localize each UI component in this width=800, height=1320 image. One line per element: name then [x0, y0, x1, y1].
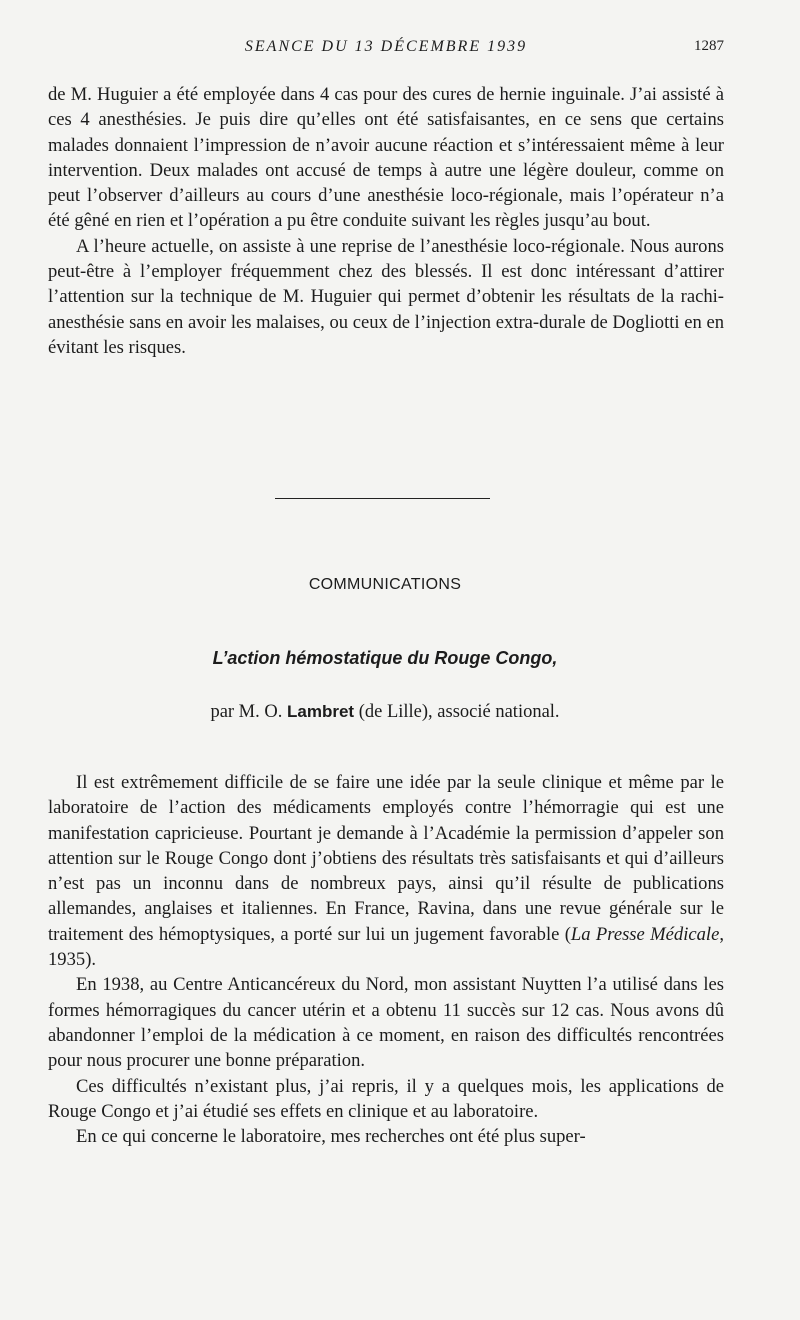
article-body — [48, 770, 724, 1149]
continued-text-block — [48, 82, 724, 360]
section-heading: COMMUNICATIONS — [308, 576, 462, 593]
byline-prefix: par M. O. — [210, 702, 283, 722]
paragraph: A l’heure actuelle, on assiste à une reprise de l’anesthésie loco-régionale. Nous aurons peut-être à l’employer fréquemment chez des blessés. Il est donc intéressant d’attirer l’attention sur la technique de M. Huguier qui permet d’obtenir les résultats de la rachi-anesthésie sans en avoir les malaises, ou ceux de l’injection extra-durale de Dogliotti en en évitant les risques. — [48, 235, 724, 358]
paragraph: En 1938, au Centre Anticancéreux du Nord, mon assistant Nuytten l’a utilisé dans les formes hémorragiques du cancer utérin et a obtenu 11 succès sur 12 cas. Nous avons dû abandonner l’emploi de la médication à ce moment, en raison des difficultés rencontrées pour nous procurer une bonne préparation. — [48, 974, 724, 1072]
byline — [0, 702, 770, 723]
section-divider — [275, 498, 490, 499]
article-title: L’action hémostatique du Rouge Congo, — [212, 648, 558, 668]
running-header — [48, 38, 724, 62]
journal-citation: La Presse Médicale — [570, 923, 720, 945]
paragraph: Ces difficultés n’existant plus, j’ai repris, il y a quelques mois, les applications de Rouge Congo et j’ai étudié ses effets en clinique et au laboratoire. — [48, 1075, 724, 1122]
paragraph: de M. Huguier a été employée dans 4 cas pour des cures de hernie inguinale. J’ai assisté à ces 4 anesthésies. Je puis dire qu’elles ont été satisfaisantes, en ce sens que certains malades donnaient l’impression de n’avoir aucune réaction et s’intéressaient même à leur intervention. Deux malades ont accusé de temps à autre une légère douleur, comme on peut l’observer d’ailleurs au cours d’une anesthésie loco-régionale, mais l’opérateur n’a été gêné en rien et l’opération a pu être conduite suivant les règles jusqu’au bout. — [48, 84, 724, 232]
byline-suffix: (de Lille), associé national. — [358, 702, 560, 722]
page-number: 1287 — [694, 38, 724, 54]
paragraph — [48, 770, 724, 972]
paragraph: En ce qui concerne le laboratoire, mes recherches ont été plus super- — [76, 1126, 586, 1148]
running-title: SEANCE DU 13 DÉCEMBRE 1939 — [244, 38, 528, 55]
author-name: Lambret — [287, 702, 355, 721]
paragraph-text: Il est extrêmement difficile de se faire une idée par la seule clinique et même par le laboratoire de l’action des médicaments employés contre l’hémorragie qui est une manifestation capricieuse. Pourtant je demande à l’Académie la permission d’appeler son attention sur le Rouge Congo dont j’obtiens des résultats très satisfaisants et qui d’ailleurs n’est pas un inconnu dans de nombreux pays, ainsi qu’il résulte de publications allemandes, anglaises et italiennes. En France, Ravina, dans une revue générale sur le traitement des hémoptysiques, a porté sur lui un jugement favorable ( — [48, 772, 724, 945]
paragraph-text: , 1935). — [48, 923, 724, 971]
